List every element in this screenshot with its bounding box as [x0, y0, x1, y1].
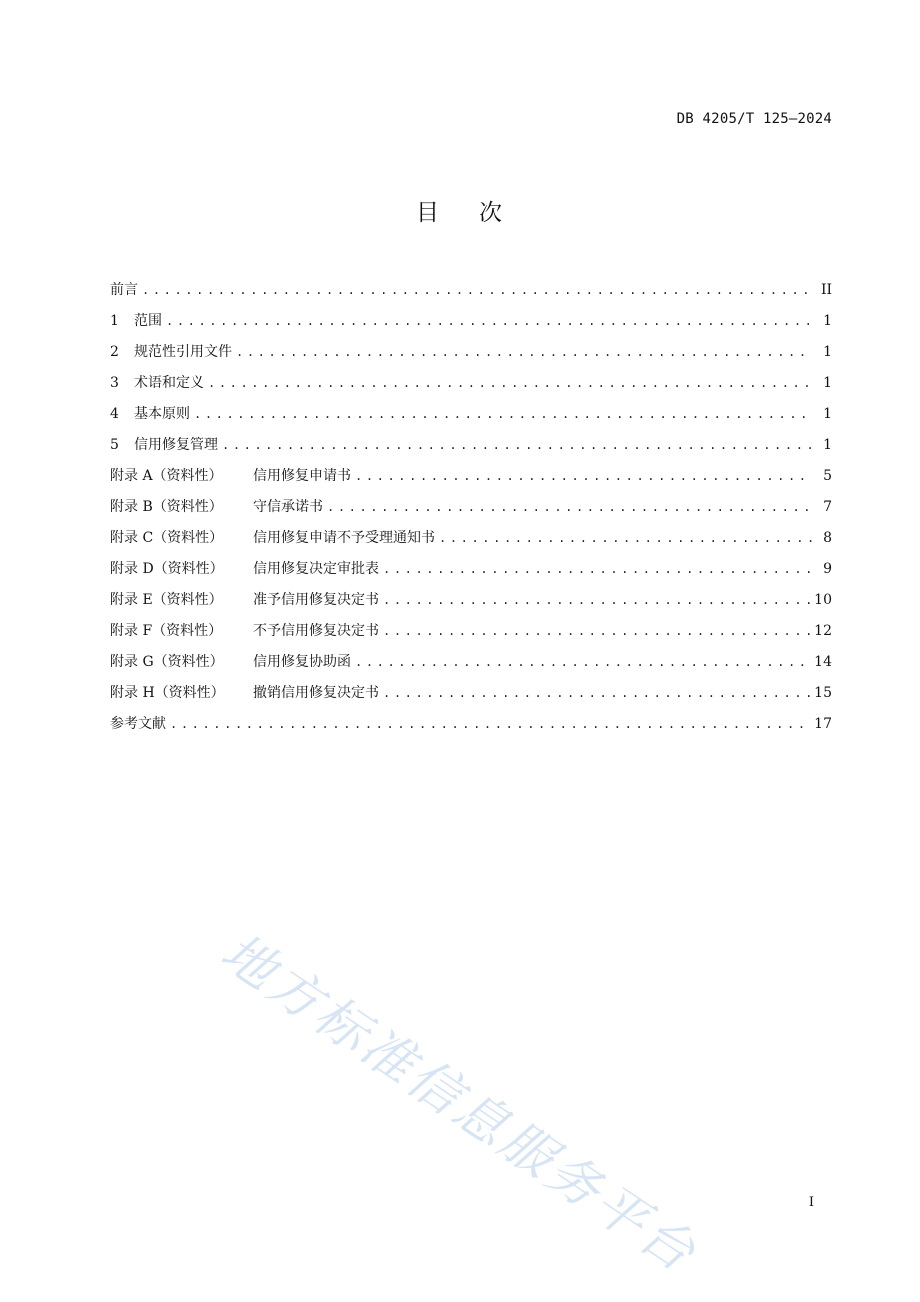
- toc-entry-annex: 附录 A（资料性）: [110, 468, 223, 484]
- title-char-2: 次: [479, 200, 504, 226]
- toc-entry-annex: 附录 H（资料性）: [110, 685, 225, 701]
- toc-entry-annex-a[interactable]: [110, 465, 832, 496]
- toc-entry-annex-d[interactable]: [110, 558, 832, 589]
- toc-entry-bibliography[interactable]: [110, 713, 832, 744]
- toc-entry-annex-h[interactable]: [110, 682, 832, 713]
- toc-entry-page: 9: [823, 561, 832, 577]
- toc-dot-leader: [383, 620, 810, 642]
- toc-entry-page: 10: [814, 592, 832, 608]
- toc-entry-number: 3: [110, 375, 119, 391]
- toc-entry-number: 1: [110, 313, 119, 329]
- toc-entry-number: 5: [110, 437, 119, 453]
- toc-entry-page: 1: [823, 375, 832, 391]
- toc-entry-annex: 附录 F（资料性）: [110, 623, 223, 639]
- toc-dot-leader: [208, 372, 812, 394]
- title-char-1: 目: [416, 200, 441, 226]
- toc-entry-label: 前言: [110, 282, 138, 298]
- toc-entry-page: 7: [823, 499, 832, 515]
- toc-entry-label: 信用修复管理: [134, 437, 218, 453]
- toc-entry-number: 2: [110, 344, 119, 360]
- toc-entry-page: 1: [823, 344, 832, 360]
- toc-entry-page: 1: [823, 437, 832, 453]
- toc-entry-annex: 附录 D（资料性）: [110, 561, 224, 577]
- toc-entry-page: 12: [814, 623, 832, 639]
- toc-entry-scope[interactable]: [110, 310, 832, 341]
- toc-entry-label: 撤销信用修复决定书: [253, 685, 379, 701]
- toc-entry-annex-g[interactable]: [110, 651, 832, 682]
- toc-dot-leader: [383, 558, 812, 580]
- toc-entry-label: 范围: [134, 313, 162, 329]
- toc-entry-annex-b[interactable]: [110, 496, 832, 527]
- toc-entry-basic-principles[interactable]: [110, 403, 832, 434]
- toc-entry-annex-f[interactable]: [110, 620, 832, 651]
- toc-entry-credit-repair-management[interactable]: [110, 434, 832, 465]
- toc-dot-leader: [355, 465, 812, 487]
- toc-entry-label: 基本原则: [134, 406, 190, 422]
- toc-entry-number: 4: [110, 406, 119, 422]
- toc-dot-leader: [327, 496, 812, 518]
- toc-entry-page: 1: [823, 313, 832, 329]
- toc-entry-annex-e[interactable]: [110, 589, 832, 620]
- toc-dot-leader: [383, 589, 810, 611]
- table-of-contents: [110, 279, 832, 744]
- toc-entry-label: 信用修复申请不予受理通知书: [253, 530, 435, 546]
- toc-dot-leader: [222, 434, 812, 456]
- toc-entry-label: 准予信用修复决定书: [253, 592, 379, 608]
- toc-entry-page: II: [820, 282, 832, 298]
- toc-dot-leader: [383, 682, 810, 704]
- toc-dot-leader: [170, 713, 810, 735]
- toc-entry-label: 不予信用修复决定书: [253, 623, 379, 639]
- toc-entry-label: 参考文献: [110, 716, 166, 732]
- toc-dot-leader: [194, 403, 812, 425]
- toc-entry-annex: 附录 G（资料性）: [110, 654, 224, 670]
- toc-entry-label: 守信承诺书: [253, 499, 323, 515]
- toc-entry-page: 17: [814, 716, 832, 732]
- toc-entry-page: 1: [823, 406, 832, 422]
- toc-entry-page: 15: [814, 685, 832, 701]
- page-title: [0, 194, 920, 227]
- toc-entry-label: 信用修复协助函: [253, 654, 351, 670]
- toc-entry-label: 术语和定义: [134, 375, 204, 391]
- toc-entry-label: 规范性引用文件: [134, 344, 232, 360]
- toc-dot-leader: [439, 527, 812, 549]
- toc-entry-label: 信用修复申请书: [253, 468, 351, 484]
- standard-code: DB 4205/T 125—2024: [676, 111, 832, 127]
- toc-entry-page: 5: [823, 468, 832, 484]
- watermark: 地方标准信息服务平台: [210, 922, 708, 1286]
- toc-entry-label: 信用修复决定审批表: [253, 561, 379, 577]
- toc-dot-leader: [166, 310, 812, 332]
- toc-dot-leader: [355, 651, 810, 673]
- page-number: I: [808, 1195, 814, 1210]
- toc-entry-terms-definitions[interactable]: [110, 372, 832, 403]
- toc-entry-page: 8: [823, 530, 832, 546]
- toc-entry-normative-references[interactable]: [110, 341, 832, 372]
- toc-entry-foreword[interactable]: [110, 279, 832, 310]
- toc-entry-annex-c[interactable]: [110, 527, 832, 558]
- toc-entry-page: 14: [814, 654, 832, 670]
- toc-dot-leader: [142, 279, 812, 301]
- toc-entry-annex: 附录 C（资料性）: [110, 530, 224, 546]
- toc-dot-leader: [236, 341, 812, 363]
- toc-entry-annex: 附录 E（资料性）: [110, 592, 223, 608]
- toc-entry-annex: 附录 B（资料性）: [110, 499, 223, 515]
